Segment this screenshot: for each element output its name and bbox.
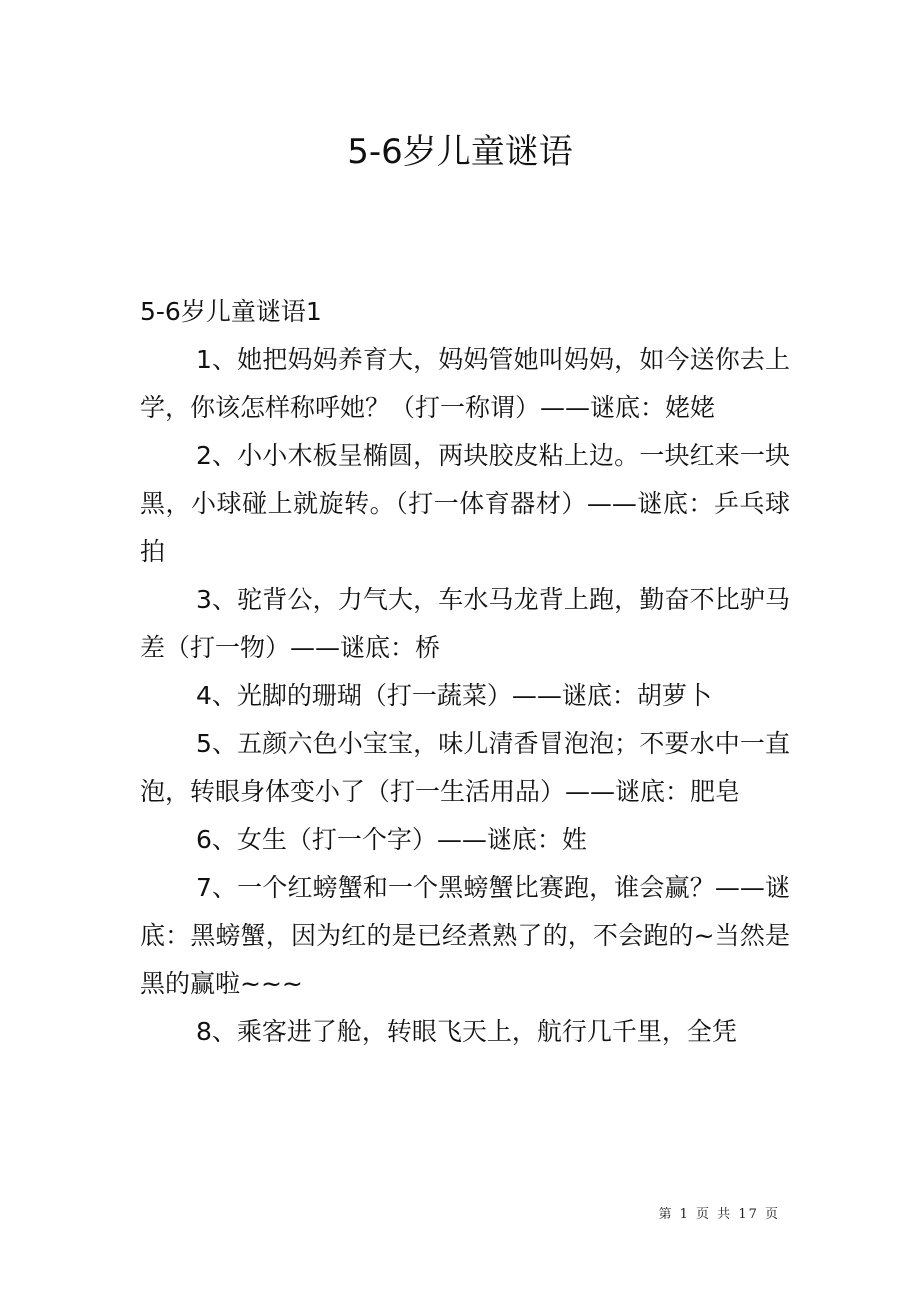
riddle-paragraph-8: 8、乘客进了舱，转眼飞天上，航行几千里，全凭 <box>196 1017 737 1046</box>
riddle-paragraph-5: 5、五颜六色小宝宝，味儿清香冒泡泡；不要水中一直泡，转眼身体变小了（打一生活用品）——谜底：肥皂 <box>140 729 790 806</box>
riddle-paragraph-7: 7、一个红螃蟹和一个黑螃蟹比赛跑，谁会赢？——谜底：黑螃蟹，因为红的是已经煮熟了的，不会跑的~当然是黑的赢啦~~~ <box>140 873 790 998</box>
section-heading: 5-6岁儿童谜语1 <box>140 297 322 326</box>
document-body <box>140 288 790 1056</box>
riddle-paragraph-2: 2、小小木板呈椭圆，两块胶皮粘上边。一块红来一块黑，小球碰上就旋转。（打一体育器材）——谜底：乒乓球拍 <box>140 441 790 566</box>
riddle-paragraph-4: 4、光脚的珊瑚（打一蔬菜）——谜底：胡萝卜 <box>196 681 712 710</box>
page-number-footer: 第 1 页 共 17 页 <box>658 1207 780 1222</box>
page-title: 5-6岁儿童谜语 <box>347 132 573 172</box>
riddle-paragraph-3: 3、驼背公，力气大，车水马龙背上跑，勤奋不比驴马差（打一物）——谜底：桥 <box>140 585 790 662</box>
riddle-paragraph-1: 1、她把妈妈养育大，妈妈管她叫妈妈，如今送你去上学，你该怎样称呼她？（打一称谓）——谜底：姥姥 <box>140 345 790 422</box>
riddle-paragraph-6: 6、女生（打一个字）——谜底：姓 <box>196 825 587 854</box>
